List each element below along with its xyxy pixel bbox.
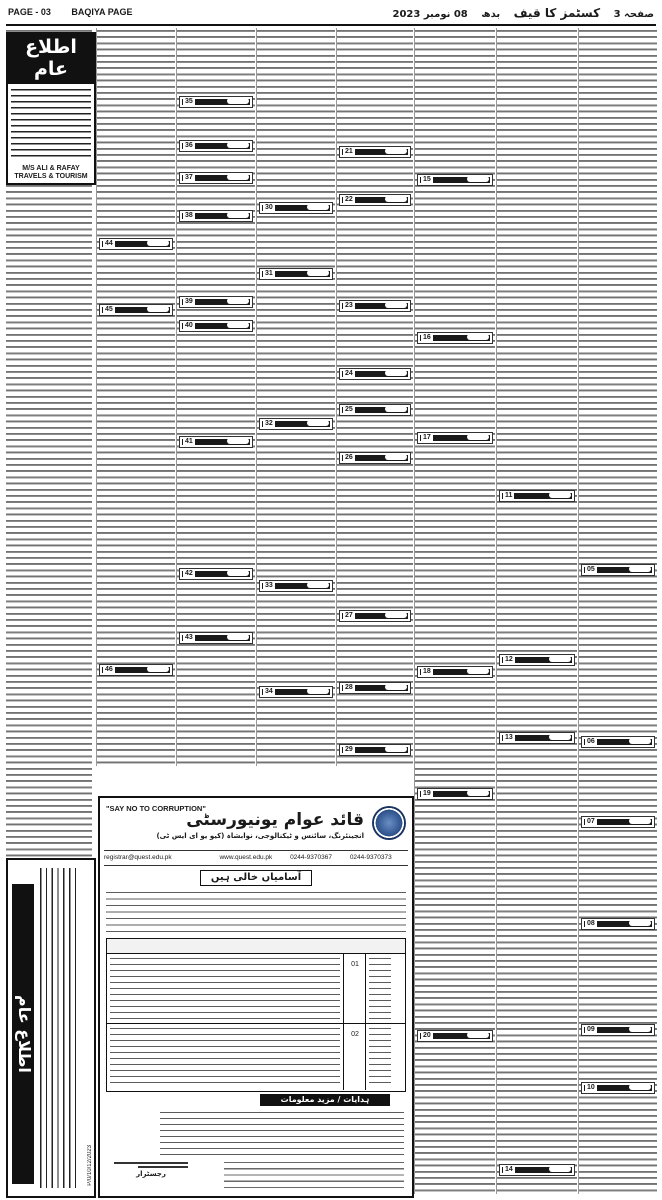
notice-box: 28 bbox=[339, 682, 411, 694]
notice-box: 22 bbox=[339, 194, 411, 206]
notice-box: 08 bbox=[581, 918, 655, 930]
side-advert-heading: اطلاع عام bbox=[8, 34, 94, 84]
vacancies-title: آسامیاں خالی ہیں bbox=[200, 870, 312, 886]
issue-date: 08 نومبر 2023 bbox=[392, 9, 468, 20]
notice-box: 43 bbox=[179, 632, 253, 644]
notice-box: 46 bbox=[99, 664, 173, 676]
masthead bbox=[6, 4, 656, 26]
bottom-side-advert-text bbox=[38, 868, 78, 1188]
column-2 bbox=[96, 28, 175, 766]
notice-box: 12 bbox=[499, 654, 575, 666]
page-body bbox=[6, 28, 656, 1194]
masthead-left bbox=[8, 7, 151, 17]
table-row bbox=[107, 953, 405, 1024]
side-advert bbox=[6, 32, 96, 185]
signatory-title: رجسٹرار bbox=[136, 1170, 166, 1178]
page-number: PAGE - 03 bbox=[8, 7, 51, 17]
table-row bbox=[107, 1023, 405, 1090]
instructions-text bbox=[160, 1110, 404, 1156]
notice-box: 06 bbox=[581, 736, 655, 748]
issue-day: بدھ bbox=[481, 9, 501, 20]
notice-box: 16 bbox=[417, 332, 493, 344]
bottom-side-advert-reference: P/0/10/12/2023 bbox=[87, 1145, 93, 1186]
newspaper-brand: کسٹمز کا قیف bbox=[513, 6, 601, 20]
notice-box: 33 bbox=[259, 580, 333, 592]
university-website: www.quest.edu.pk bbox=[219, 854, 273, 861]
notice-box: 15 bbox=[417, 174, 493, 186]
side-advert-company-line2: TRAVELS & TOURISM bbox=[14, 173, 88, 180]
masthead-right bbox=[383, 6, 654, 20]
row-number: 01 bbox=[351, 961, 359, 968]
university-email: registrar@quest.edu.pk bbox=[104, 854, 172, 861]
section-label: BAQIYA PAGE bbox=[71, 7, 133, 17]
notice-box: 18 bbox=[417, 666, 493, 678]
notice-box: 44 bbox=[99, 238, 173, 250]
notice-box: 19 bbox=[417, 788, 493, 800]
address-text bbox=[224, 1160, 404, 1188]
notice-box: 21 bbox=[339, 146, 411, 158]
notice-box: 24 bbox=[339, 368, 411, 380]
notice-box: 17 bbox=[417, 432, 493, 444]
column-6 bbox=[414, 28, 495, 1194]
page-number-urdu: صفحہ 3 bbox=[613, 9, 654, 20]
notice-box: 34 bbox=[259, 686, 333, 698]
notice-box: 05 bbox=[581, 564, 655, 576]
university-subtitle: انجینئرنگ، سائنس و ٹیکنالوجی، نوابشاہ (کیو یو ای ایس ٹی) bbox=[156, 832, 364, 840]
table-header-row bbox=[107, 939, 405, 954]
university-logo-icon bbox=[372, 806, 406, 840]
row-number: 02 bbox=[351, 1031, 359, 1038]
anti-corruption-slogan: "SAY NO TO CORRUPTION" bbox=[106, 804, 206, 813]
notice-box: 38 bbox=[179, 210, 253, 222]
notice-box: 42 bbox=[179, 568, 253, 580]
notice-box: 07 bbox=[581, 816, 655, 828]
notice-box: 41 bbox=[179, 436, 253, 448]
notice-box: 35 bbox=[179, 96, 253, 108]
notice-box: 10 bbox=[581, 1082, 655, 1094]
notice-box: 40 bbox=[179, 320, 253, 332]
university-phone: 0244-9370373 bbox=[349, 854, 392, 861]
university-advert bbox=[98, 796, 414, 1198]
column-5 bbox=[336, 28, 413, 766]
university-name: قائد عوام یونیورسٹی bbox=[186, 810, 364, 830]
notice-box: 09 bbox=[581, 1024, 655, 1036]
column-1 bbox=[6, 28, 92, 1194]
column-3 bbox=[176, 28, 255, 766]
notice-box: 20 bbox=[417, 1030, 493, 1042]
university-contact-bar bbox=[104, 850, 408, 866]
notice-box: 13 bbox=[499, 732, 575, 744]
column-8 bbox=[578, 28, 657, 1194]
column-4 bbox=[256, 28, 335, 766]
side-advert-company: M/S ALI & RAFAY bbox=[22, 165, 80, 172]
notice-box: 23 bbox=[339, 300, 411, 312]
signature-block bbox=[108, 1160, 194, 1188]
notice-box: 37 bbox=[179, 172, 253, 184]
notice-box: 29 bbox=[339, 744, 411, 756]
instructions-heading: ہدایات / مزید معلومات bbox=[260, 1094, 390, 1106]
notice-box: 14 bbox=[499, 1164, 575, 1176]
notice-box: 32 bbox=[259, 418, 333, 430]
notice-box: 11 bbox=[499, 490, 575, 502]
side-advert-text bbox=[11, 87, 91, 161]
vacancies-table bbox=[106, 938, 406, 1092]
notice-box: 39 bbox=[179, 296, 253, 308]
notice-box: 27 bbox=[339, 610, 411, 622]
university-header bbox=[104, 802, 408, 848]
notice-box: 30 bbox=[259, 202, 333, 214]
notice-box: 25 bbox=[339, 404, 411, 416]
notice-box: 36 bbox=[179, 140, 253, 152]
column-7 bbox=[496, 28, 577, 1194]
notice-box: 26 bbox=[339, 452, 411, 464]
notice-box: 45 bbox=[99, 304, 173, 316]
university-fax: 0244-9370367 bbox=[290, 854, 332, 861]
bottom-side-advert bbox=[6, 858, 96, 1198]
notice-box: 31 bbox=[259, 268, 333, 280]
bottom-side-advert-heading: اطلاع عام bbox=[12, 884, 34, 1184]
vacancies-intro-text bbox=[106, 890, 406, 934]
